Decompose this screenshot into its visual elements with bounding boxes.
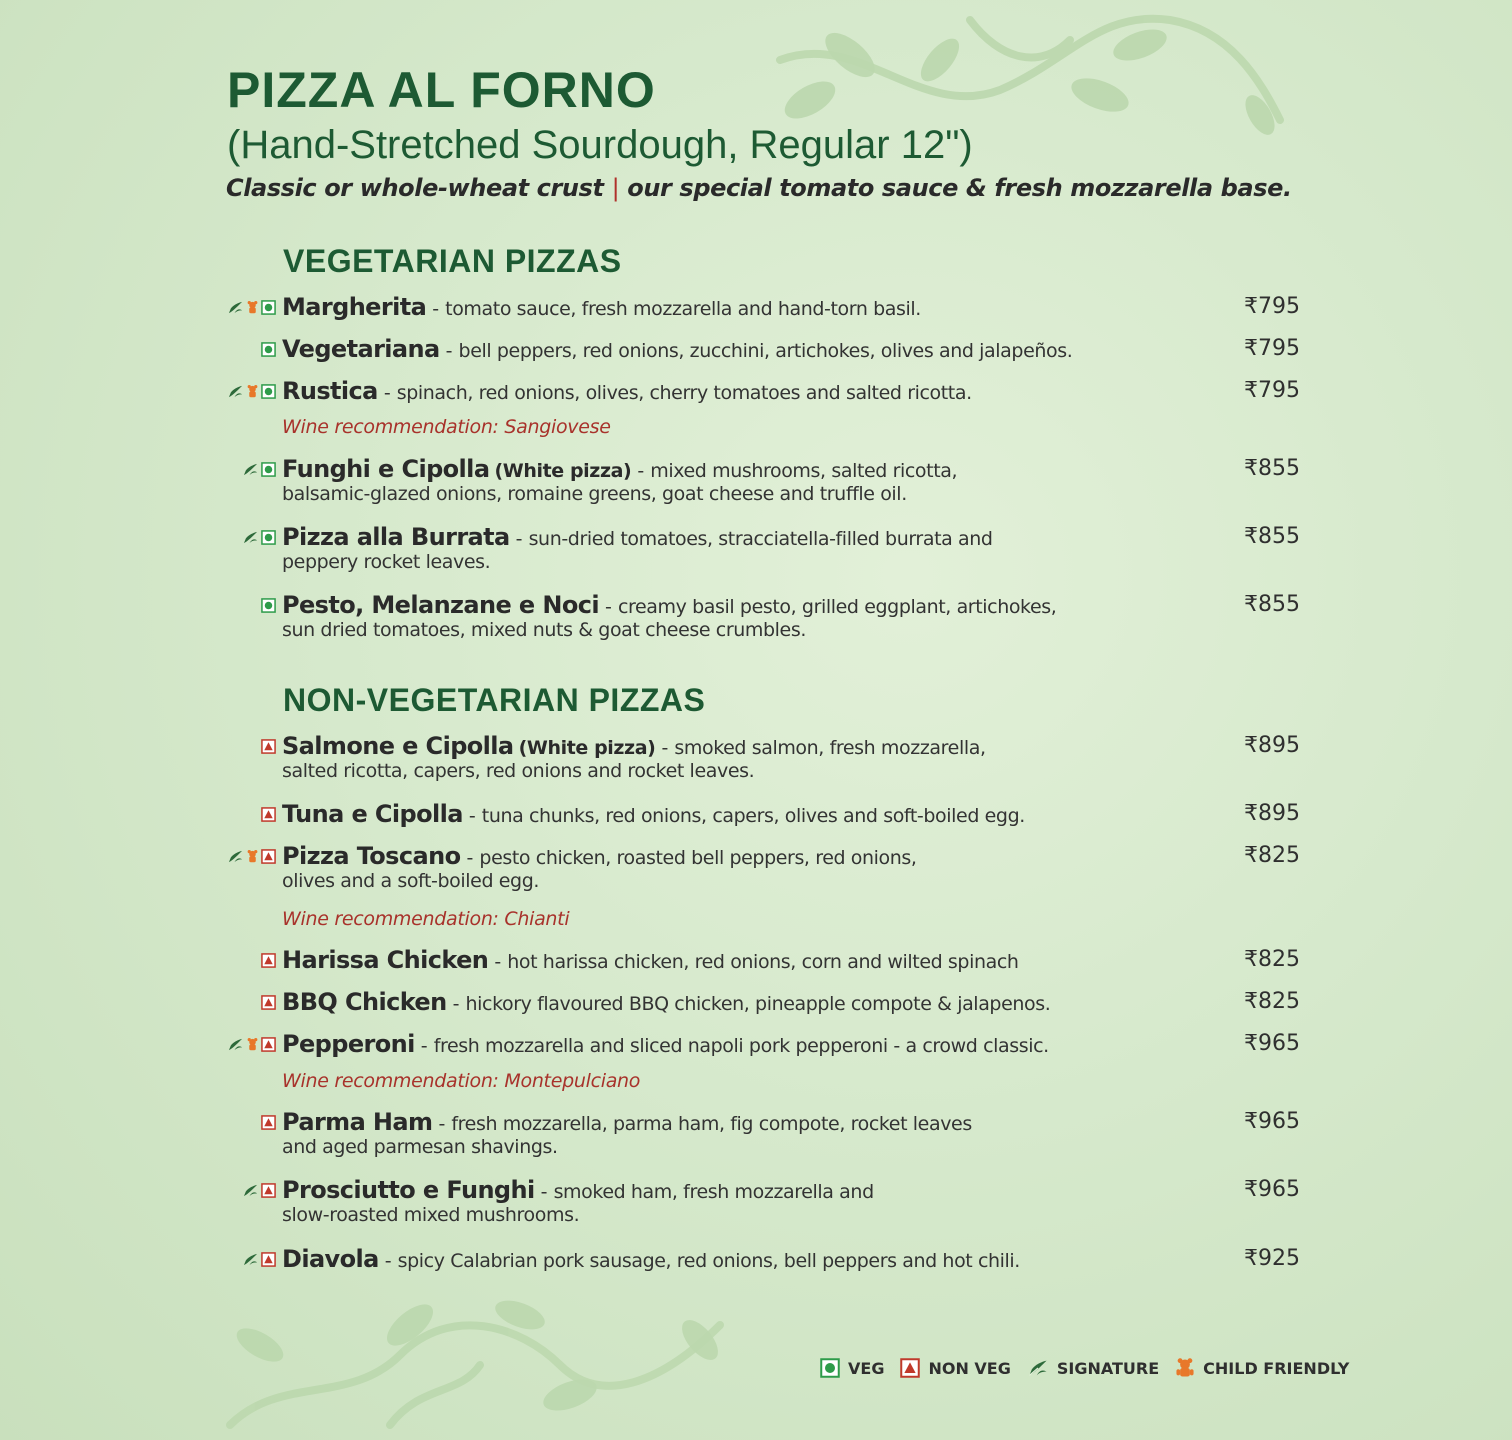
item-price: ₹895 xyxy=(1244,801,1300,826)
nonveg-icon xyxy=(261,1183,276,1198)
item-icons xyxy=(242,461,276,477)
item-description-continued: salted ricotta, capers, red onions and rocket leaves. xyxy=(282,760,755,782)
item-description: fresh mozzarella, parma ham, fig compote, rocket leaves xyxy=(451,1113,972,1135)
tagline-crust: Classic or whole-wheat crust xyxy=(226,174,604,202)
item-price: ₹925 xyxy=(1244,1246,1300,1271)
item-price: ₹795 xyxy=(1244,336,1300,361)
item-name-line: Prosciutto e Funghi - smoked ham, fresh mozzarella and xyxy=(282,1176,874,1204)
menu-item xyxy=(0,987,1512,1017)
item-icons xyxy=(261,597,276,613)
item-name: Funghi e Cipolla xyxy=(282,455,490,483)
item-price: ₹795 xyxy=(1244,378,1300,403)
item-name: Harissa Chicken xyxy=(282,946,489,974)
item-price: ₹795 xyxy=(1244,294,1300,319)
item-description: spinach, red onions, olives, cherry tomatoes and salted ricotta. xyxy=(396,382,972,404)
item-icons xyxy=(261,1114,276,1130)
nonveg-icon xyxy=(261,739,276,754)
legend-signature-label: SIGNATURE xyxy=(1056,1358,1160,1378)
nonveg-icon xyxy=(261,1115,276,1130)
item-name-line: BBQ Chicken - hickory flavoured BBQ chicken, pineapple compote & jalapenos. xyxy=(282,988,1051,1016)
item-description: mixed mushrooms, salted ricotta, xyxy=(650,460,958,482)
item-description-continued: balsamic-glazed onions, romaine greens, goat cheese and truffle oil. xyxy=(282,483,907,505)
item-description-continued: sun dried tomatoes, mixed nuts & goat cheese crumbles. xyxy=(282,619,806,641)
item-name: Rustica xyxy=(282,377,378,405)
item-description: hickory flavoured BBQ chicken, pineapple compote & jalapenos. xyxy=(465,993,1051,1015)
menu-item xyxy=(0,522,1512,573)
item-name-line: Pizza Toscano - pesto chicken, roasted bell peppers, red onions, xyxy=(282,842,917,870)
item-name: Pepperoni xyxy=(282,1030,415,1058)
legend-child-label: CHILD FRIENDLY xyxy=(1203,1358,1350,1378)
item-description-continued: peppery rocket leaves. xyxy=(282,551,491,573)
veg-icon xyxy=(261,384,276,399)
legend-veg xyxy=(820,1358,884,1378)
menu-item xyxy=(0,1107,1512,1158)
child-friendly-icon xyxy=(246,1037,259,1052)
legend-nonveg xyxy=(900,1358,1010,1378)
item-name-line: Parma Ham - fresh mozzarella, parma ham, fig compote, rocket leaves xyxy=(282,1108,972,1136)
item-name-line: Pizza alla Burrata - sun-dried tomatoes, stracciatella-filled burrata and xyxy=(282,523,993,551)
signature-leaf-icon xyxy=(242,1252,259,1267)
floral-ornament-bottom xyxy=(220,1285,780,1440)
item-note: (White pizza) xyxy=(494,460,632,482)
item-price: ₹825 xyxy=(1244,843,1300,868)
item-icons xyxy=(261,341,276,357)
item-price: ₹965 xyxy=(1244,1109,1300,1134)
item-name-line: Diavola - spicy Calabrian pork sausage, red onions, bell peppers and hot chili. xyxy=(282,1245,1020,1273)
item-price: ₹855 xyxy=(1244,524,1300,549)
menu-item xyxy=(0,1244,1512,1274)
item-name-line: Tuna e Cipolla - tuna chunks, red onions, capers, olives and soft-boiled egg. xyxy=(282,800,1025,828)
item-name: Pesto, Melanzane e Noci xyxy=(282,591,599,619)
item-description: fresh mozzarella and sliced napoli pork pepperoni - a crowd classic. xyxy=(433,1035,1049,1057)
item-icons xyxy=(227,1036,276,1052)
veg-icon xyxy=(820,1358,840,1378)
veg-icon xyxy=(261,342,276,357)
nonveg-icon xyxy=(900,1358,920,1378)
item-name-line: Pepperoni - fresh mozzarella and sliced napoli pork pepperoni - a crowd classic. xyxy=(282,1030,1049,1058)
item-name-line: Margherita - tomato sauce, fresh mozzarella and hand-torn basil. xyxy=(282,293,921,321)
item-price: ₹825 xyxy=(1244,989,1300,1014)
signature-leaf-icon xyxy=(242,1183,259,1198)
veg-icon xyxy=(261,530,276,545)
item-name: Salmone e Cipolla xyxy=(282,732,514,760)
nonveg-icon xyxy=(261,807,276,822)
item-icons xyxy=(227,299,276,315)
item-name: Pizza Toscano xyxy=(282,842,461,870)
item-name-line: Funghi e Cipolla (White pizza) - mixed mushrooms, salted ricotta, xyxy=(282,455,958,483)
menu-item xyxy=(0,731,1512,782)
item-price: ₹825 xyxy=(1244,947,1300,972)
item-icons xyxy=(227,383,276,399)
signature-leaf-icon xyxy=(227,300,244,315)
veg-icon xyxy=(261,598,276,613)
item-description: hot harissa chicken, red onions, corn and wilted spinach xyxy=(507,951,1019,973)
section-title-vegetarian: VEGETARIAN PIZZAS xyxy=(283,243,622,279)
item-description: sun-dried tomatoes, stracciatella-filled burrata and xyxy=(528,528,993,550)
menu-item xyxy=(0,590,1512,641)
menu-item xyxy=(0,376,1512,406)
item-name-line: Vegetariana - bell peppers, red onions, zucchini, artichokes, olives and jalapeños. xyxy=(282,335,1073,363)
child-friendly-icon xyxy=(1175,1357,1195,1379)
item-description: smoked ham, fresh mozzarella and xyxy=(553,1181,874,1203)
legend-child xyxy=(1175,1357,1349,1379)
legend-nonveg-label: NON VEG xyxy=(928,1358,1011,1378)
nonveg-icon xyxy=(261,953,276,968)
item-description: creamy basil pesto, grilled eggplant, artichokes, xyxy=(617,596,1057,618)
item-icons xyxy=(261,738,276,754)
child-friendly-icon xyxy=(246,300,259,315)
signature-leaf-icon xyxy=(227,849,244,864)
item-icons xyxy=(242,1182,276,1198)
tagline-base: our special tomato sauce & fresh mozzarella base. xyxy=(627,174,1292,202)
item-description: tuna chunks, red onions, capers, olives and soft-boiled egg. xyxy=(481,805,1025,827)
menu-item xyxy=(0,334,1512,364)
tagline-separator: | xyxy=(611,174,620,202)
item-name: Prosciutto e Funghi xyxy=(282,1176,535,1204)
veg-icon xyxy=(261,462,276,477)
item-price: ₹965 xyxy=(1244,1031,1300,1056)
menu-item xyxy=(0,799,1512,829)
item-price: ₹895 xyxy=(1244,733,1300,758)
legend-veg-label: VEG xyxy=(848,1358,885,1378)
signature-leaf-icon xyxy=(1027,1358,1049,1378)
item-name-line: Pesto, Melanzane e Noci - creamy basil pesto, grilled eggplant, artichokes, xyxy=(282,591,1057,619)
nonveg-icon xyxy=(261,1037,276,1052)
signature-leaf-icon xyxy=(242,462,259,477)
item-price: ₹965 xyxy=(1244,1177,1300,1202)
veg-icon xyxy=(261,300,276,315)
item-icons xyxy=(242,529,276,545)
legend-signature xyxy=(1027,1358,1159,1378)
page-subtitle: (Hand-Stretched Sourdough, Regular 12") xyxy=(227,123,973,167)
item-description-continued: and aged parmesan shavings. xyxy=(282,1136,558,1158)
item-name: Diavola xyxy=(282,1245,379,1273)
item-name-line: Rustica - spinach, red onions, olives, cherry tomatoes and salted ricotta. xyxy=(282,377,972,405)
item-icons xyxy=(242,1251,276,1267)
item-name: Margherita xyxy=(282,293,427,321)
section-title-non-vegetarian: NON-VEGETARIAN PIZZAS xyxy=(283,682,706,718)
item-description: spicy Calabrian pork sausage, red onions, bell peppers and hot chili. xyxy=(397,1250,1020,1272)
menu-item xyxy=(0,1175,1512,1226)
nonveg-icon xyxy=(261,995,276,1010)
item-price: ₹855 xyxy=(1244,456,1300,481)
wine-recommendation: Wine recommendation: Sangiovese xyxy=(282,416,611,438)
wine-recommendation: Wine recommendation: Montepulciano xyxy=(282,1070,641,1092)
item-name-line: Harissa Chicken - hot harissa chicken, red onions, corn and wilted spinach xyxy=(282,946,1019,974)
tagline xyxy=(226,172,1292,204)
child-friendly-icon xyxy=(246,849,259,864)
nonveg-icon xyxy=(261,1252,276,1267)
menu-item xyxy=(0,292,1512,322)
item-price: ₹855 xyxy=(1244,592,1300,617)
item-name: Pizza alla Burrata xyxy=(282,523,510,551)
legend xyxy=(820,1357,1365,1379)
item-description: tomato sauce, fresh mozzarella and hand-torn basil. xyxy=(445,298,921,320)
menu-item xyxy=(0,1029,1512,1059)
page-title: PIZZA AL FORNO xyxy=(227,62,656,118)
item-name: Tuna e Cipolla xyxy=(282,800,463,828)
item-description: bell peppers, red onions, zucchini, artichokes, olives and jalapeños. xyxy=(458,340,1073,362)
item-name: Vegetariana xyxy=(282,335,440,363)
item-icons xyxy=(261,806,276,822)
menu-item xyxy=(0,841,1512,892)
item-description: pesto chicken, roasted bell peppers, red onions, xyxy=(479,847,917,869)
item-description-continued: slow-roasted mixed mushrooms. xyxy=(282,1204,580,1226)
signature-leaf-icon xyxy=(227,384,244,399)
item-icons xyxy=(227,848,276,864)
item-icons xyxy=(261,994,276,1010)
item-name: Parma Ham xyxy=(282,1108,433,1136)
item-name-line: Salmone e Cipolla (White pizza) - smoked salmon, fresh mozzarella, xyxy=(282,732,986,760)
signature-leaf-icon xyxy=(242,530,259,545)
nonveg-icon xyxy=(261,849,276,864)
menu-item xyxy=(0,945,1512,975)
signature-leaf-icon xyxy=(227,1037,244,1052)
child-friendly-icon xyxy=(246,384,259,399)
item-note: (White pizza) xyxy=(518,737,656,759)
item-description-continued: olives and a soft-boiled egg. xyxy=(282,870,539,892)
menu-item xyxy=(0,454,1512,505)
item-description: smoked salmon, fresh mozzarella, xyxy=(674,737,986,759)
item-icons xyxy=(261,952,276,968)
wine-recommendation: Wine recommendation: Chianti xyxy=(282,908,570,930)
item-name: BBQ Chicken xyxy=(282,988,447,1016)
